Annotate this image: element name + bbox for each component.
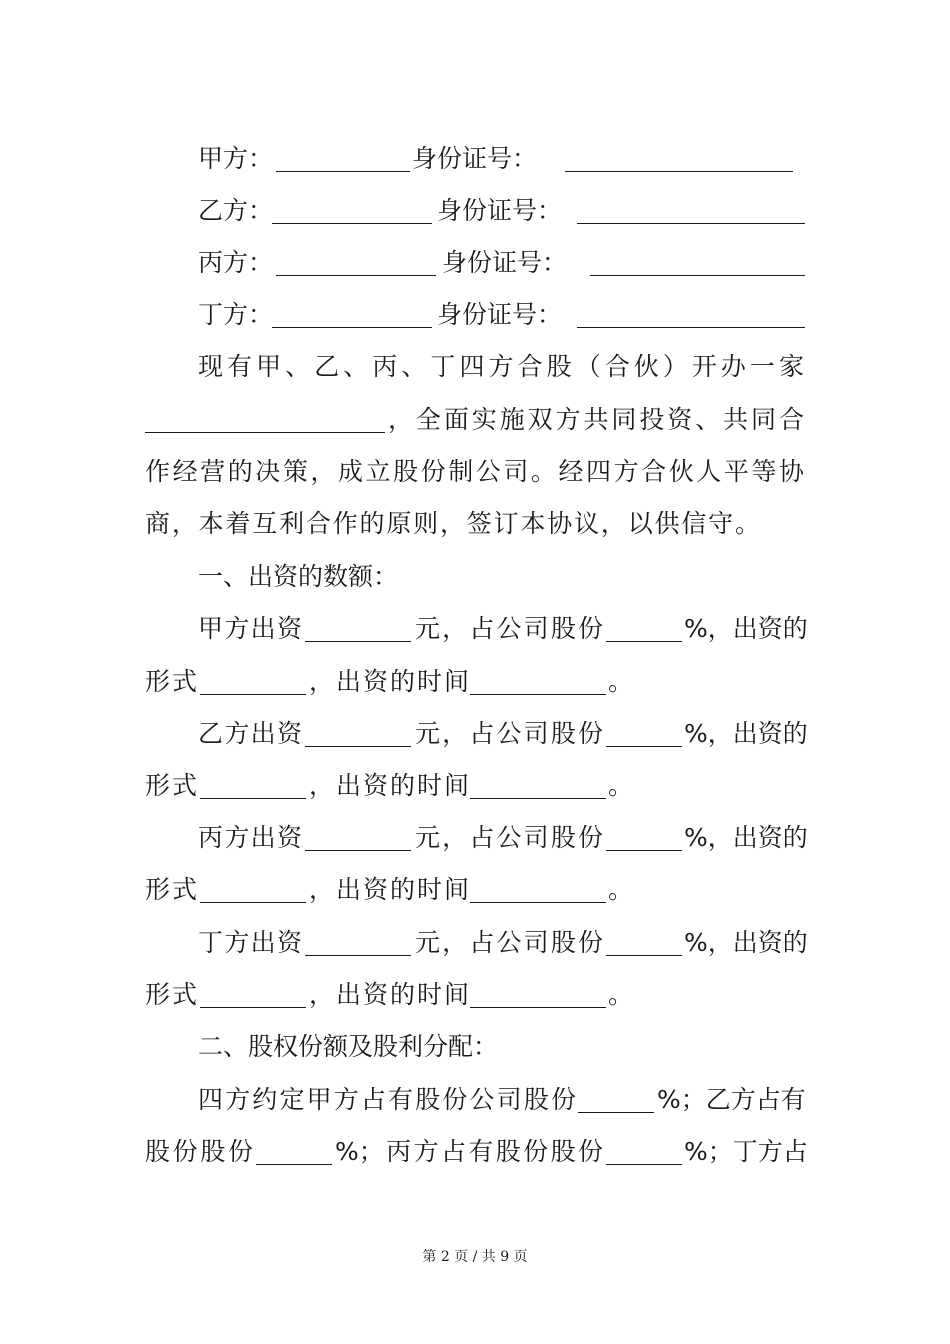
contribution-jia-line2: 形式 ，出资的时间 。 [145, 667, 634, 696]
time-blank[interactable] [470, 798, 606, 799]
contribution-bing-line1: 丙方出资 元，占公司股份 %，出资的 [198, 823, 808, 852]
party-label: 丙方： [198, 248, 274, 277]
section2-line-2: 股份股份 %；丙方占有股份股份 %；丁方占 [145, 1137, 808, 1166]
intro-line-2: ，全面实施双方共同投资、共同合 [0, 400, 950, 440]
section2-heading: 二、股权份额及股利分配： [198, 1032, 499, 1061]
party-line-yi [0, 191, 950, 231]
time-blank[interactable] [470, 902, 606, 903]
company-name-blank[interactable] [145, 432, 385, 433]
party-line-bing [0, 243, 950, 283]
percent-blank[interactable] [578, 1112, 654, 1113]
id-label: 身份证号： [437, 196, 563, 225]
amount-blank[interactable] [305, 850, 411, 851]
name-blank[interactable] [276, 171, 410, 172]
party-label: 甲方： [198, 144, 274, 173]
time-blank[interactable] [470, 1007, 606, 1008]
section1-heading: 一、出资的数额： [198, 562, 399, 591]
id-label: 身份证号： [437, 300, 563, 329]
intro-line-4: 商，本着互利合作的原则，签订本协议，以供信守。 [145, 509, 760, 538]
contribution-ding-line2: 形式 ，出资的时间 。 [145, 980, 634, 1009]
name-blank[interactable] [276, 275, 436, 276]
party-line-jia [0, 139, 950, 179]
percent-blank[interactable] [606, 641, 682, 642]
party-line-ding [0, 295, 950, 335]
contribution-yi-line2: 形式 ，出资的时间 。 [145, 771, 634, 800]
party-label: 丁方： [198, 300, 274, 329]
amount-blank[interactable] [305, 746, 411, 747]
id-blank[interactable] [590, 275, 805, 276]
page-number: 第 2 页 / 共 9 页 [422, 1249, 528, 1265]
contribution-ding-line1: 丁方出资 元，占公司股份 %，出资的 [198, 928, 808, 957]
id-label: 身份证号： [442, 248, 568, 277]
percent-blank[interactable] [606, 746, 682, 747]
id-blank[interactable] [577, 327, 805, 328]
form-blank[interactable] [200, 1007, 306, 1008]
amount-blank[interactable] [305, 955, 411, 956]
percent-blank[interactable] [606, 850, 682, 851]
section2-line-1: 四方约定甲方占有股份公司股份 %；乙方占有 [198, 1085, 806, 1114]
percent-blank[interactable] [606, 1164, 682, 1165]
party-label: 乙方： [198, 196, 274, 225]
id-label: 身份证号： [412, 144, 538, 173]
intro-line-3: 作经营的决策，成立股份制公司。经四方合伙人平等协 [145, 457, 804, 486]
id-blank[interactable] [577, 223, 805, 224]
percent-blank[interactable] [606, 955, 682, 956]
percent-blank[interactable] [256, 1164, 332, 1165]
time-blank[interactable] [470, 694, 606, 695]
contribution-yi-line1: 乙方出资 元，占公司股份 %，出资的 [198, 719, 808, 748]
form-blank[interactable] [200, 694, 306, 695]
intro-line-1: 现有甲、乙、丙、丁四方合股（合伙）开办一家 [198, 352, 804, 381]
amount-blank[interactable] [305, 641, 411, 642]
contribution-bing-line2: 形式 ，出资的时间 。 [145, 875, 634, 904]
id-blank[interactable] [565, 171, 793, 172]
form-blank[interactable] [200, 798, 306, 799]
contribution-jia-line1: 甲方出资 元，占公司股份 %，出资的 [198, 614, 808, 643]
name-blank[interactable] [272, 327, 432, 328]
form-blank[interactable] [200, 902, 306, 903]
name-blank[interactable] [272, 223, 432, 224]
